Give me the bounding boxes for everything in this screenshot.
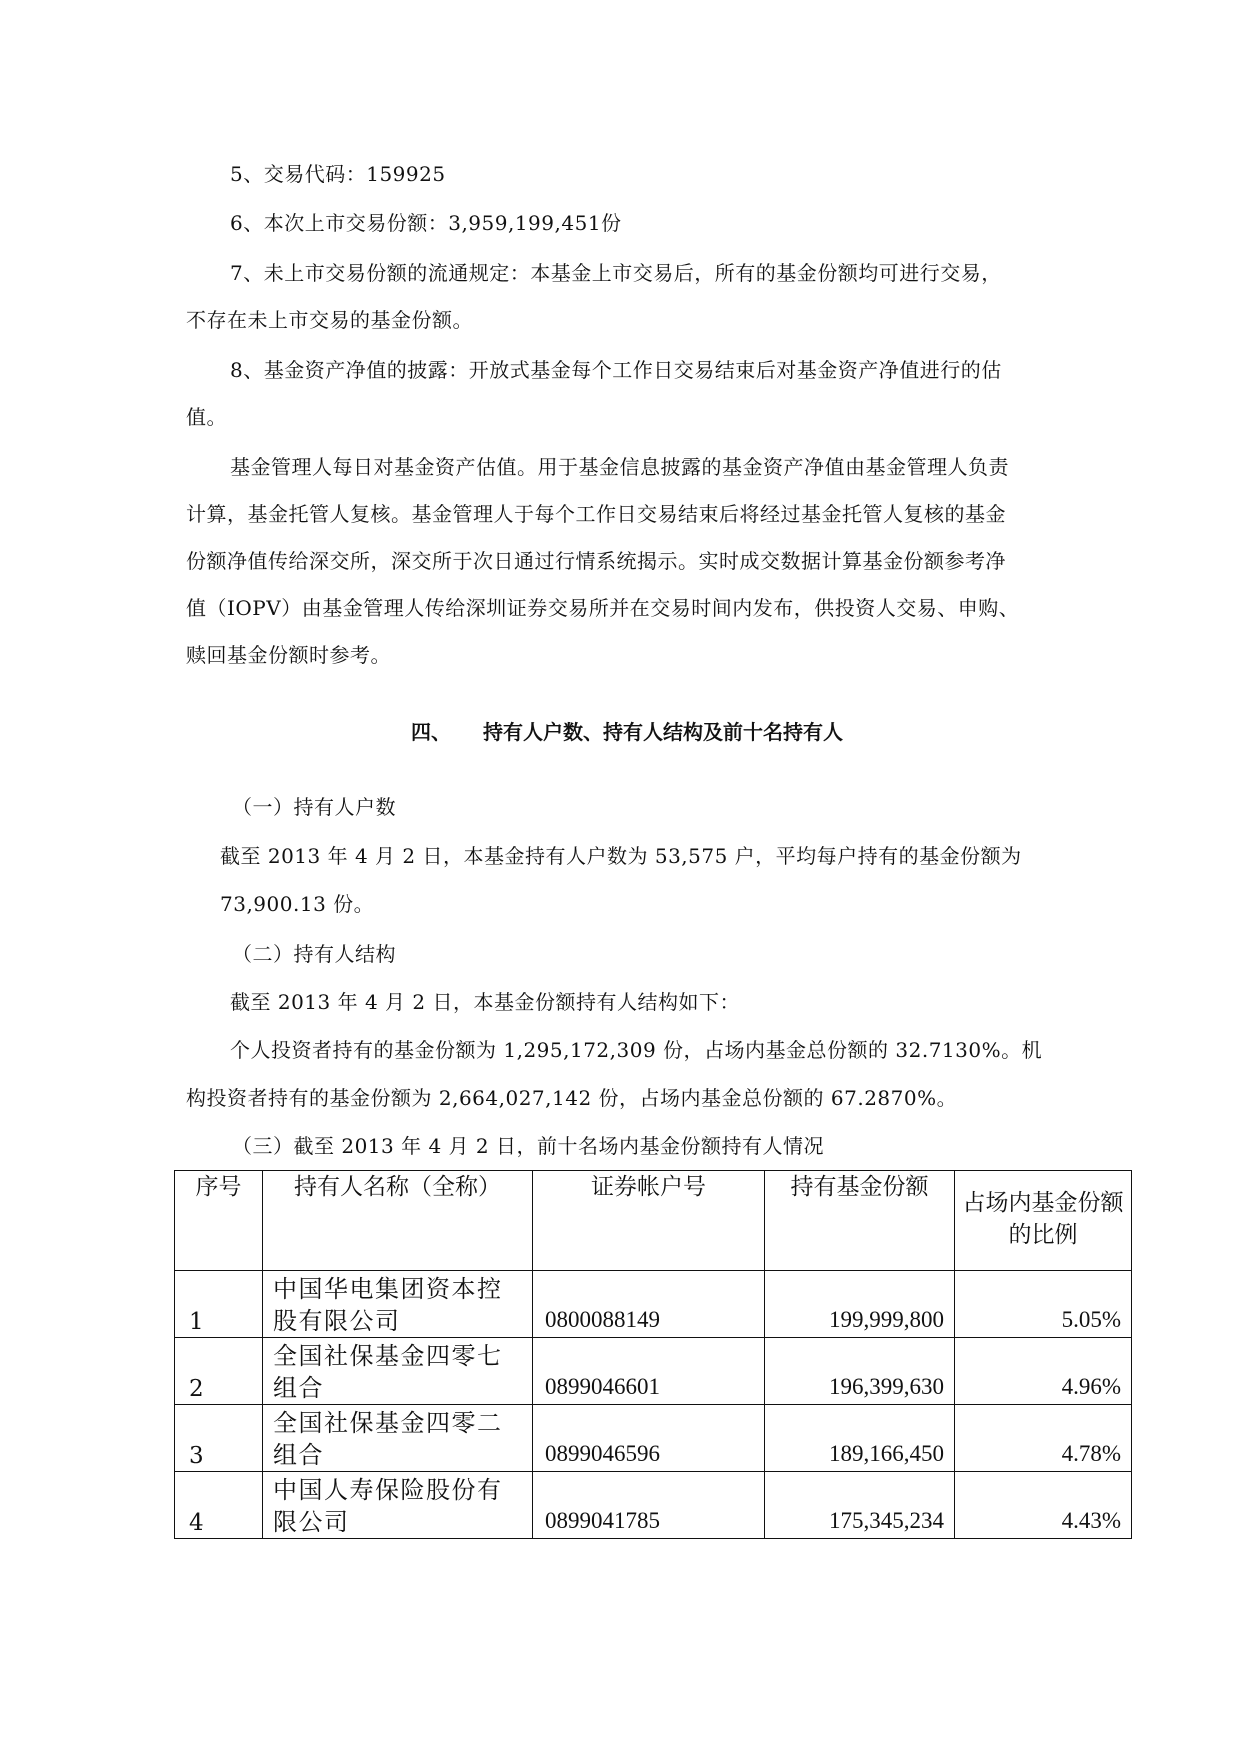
holder-name-line2: 限公司 — [273, 1508, 350, 1536]
table-row — [175, 1472, 1132, 1539]
row-ratio: 4.43% — [955, 1472, 1132, 1539]
row-seq: 4 — [175, 1472, 263, 1539]
section-heading — [411, 718, 891, 748]
table-row — [175, 1271, 1132, 1338]
item-nav-disclosure-line2: 值。 — [186, 405, 227, 429]
holder-structure-line3: 构投资者持有的基金份额为 2,664,027,142 份，占场内基金总份额的 67.2870%。 — [186, 1086, 958, 1110]
item-trading-code: 5、交易代码：159925 — [230, 162, 446, 186]
holder-count-line2: 73,900.13 份。 — [220, 892, 375, 916]
subsection-holder-count-title: （一）持有人户数 — [232, 795, 396, 819]
table-row — [175, 1338, 1132, 1405]
table-row — [175, 1405, 1132, 1472]
row-ratio: 4.96% — [955, 1338, 1132, 1405]
row-seq: 1 — [175, 1271, 263, 1338]
item-nav-disclosure-line1: 8、基金资产净值的披露：开放式基金每个工作日交易结束后对基金资产净值进行的估 — [230, 358, 1002, 382]
top-holders-table — [174, 1170, 1132, 1539]
table-header-row — [175, 1171, 1132, 1271]
row-account: 0800088149 — [533, 1271, 765, 1338]
holder-structure-line1: 截至 2013 年 4 月 2 日，本基金份额持有人结构如下： — [230, 990, 740, 1014]
row-holder-name — [263, 1472, 533, 1539]
item-listed-shares: 6、本次上市交易份额：3,959,199,451份 — [230, 211, 622, 235]
holder-name-line2: 组合 — [273, 1374, 324, 1402]
holder-name-line1: 全国社保基金四零二 — [273, 1409, 503, 1437]
row-shares: 199,999,800 — [765, 1271, 955, 1338]
row-shares: 196,399,630 — [765, 1338, 955, 1405]
holder-count-line1: 截至 2013 年 4 月 2 日，本基金持有人户数为 53,575 户，平均每户持有的基金份额为 — [220, 844, 1022, 868]
nav-paragraph-line5: 赎回基金份额时参考。 — [186, 643, 391, 667]
row-account: 0899046596 — [533, 1405, 765, 1472]
row-account: 0899046601 — [533, 1338, 765, 1405]
row-ratio: 4.78% — [955, 1405, 1132, 1472]
holder-name-line1: 中国华电集团资本控 — [273, 1275, 503, 1303]
holder-structure-line2: 个人投资者持有的基金份额为 1,295,172,309 份，占场内基金总份额的 32.7130%。机 — [230, 1038, 1043, 1062]
subsection-holder-structure-title: （二）持有人结构 — [232, 942, 396, 966]
nav-paragraph-line3: 份额净值传给深交所，深交所于次日通过行情系统揭示。实时成交数据计算基金份额参考净 — [186, 549, 1006, 573]
row-shares: 189,166,450 — [765, 1405, 955, 1472]
header-seq: 序号 — [175, 1171, 263, 1271]
holder-name-line2: 组合 — [273, 1441, 324, 1469]
section-number: 四、 — [411, 720, 451, 744]
nav-paragraph-line2: 计算，基金托管人复核。基金管理人于每个工作日交易结束后将经过基金托管人复核的基金 — [186, 502, 1006, 526]
subsection-top-holders-title: （三）截至 2013 年 4 月 2 日，前十名场内基金份额持有人情况 — [232, 1134, 824, 1158]
header-shares: 持有基金份额 — [765, 1171, 955, 1271]
item-circulation-rule-line2: 不存在未上市交易的基金份额。 — [186, 308, 473, 332]
header-holder-name: 持有人名称（全称） — [263, 1171, 533, 1271]
row-holder-name — [263, 1338, 533, 1405]
row-shares: 175,345,234 — [765, 1472, 955, 1539]
holder-name-line1: 中国人寿保险股份有 — [273, 1476, 503, 1504]
nav-paragraph-line1: 基金管理人每日对基金资产估值。用于基金信息披露的基金资产净值由基金管理人负责 — [230, 455, 1009, 479]
row-seq: 2 — [175, 1338, 263, 1405]
header-ratio: 占场内基金份额的比例 — [955, 1171, 1132, 1271]
row-holder-name — [263, 1271, 533, 1338]
holder-name-line2: 股有限公司 — [273, 1307, 401, 1335]
nav-paragraph-line4: 值（IOPV）由基金管理人传给深圳证券交易所并在交易时间内发布，供投资人交易、申购、 — [186, 596, 1020, 620]
row-seq: 3 — [175, 1405, 263, 1472]
row-ratio: 5.05% — [955, 1271, 1132, 1338]
holder-name-line1: 全国社保基金四零七 — [273, 1342, 503, 1370]
row-account: 0899041785 — [533, 1472, 765, 1539]
row-holder-name — [263, 1405, 533, 1472]
section-title: 持有人户数、持有人结构及前十名持有人 — [483, 720, 843, 744]
item-circulation-rule-line1: 7、未上市交易份额的流通规定：本基金上市交易后，所有的基金份额均可进行交易， — [230, 261, 1002, 285]
header-account: 证券帐户号 — [533, 1171, 765, 1271]
